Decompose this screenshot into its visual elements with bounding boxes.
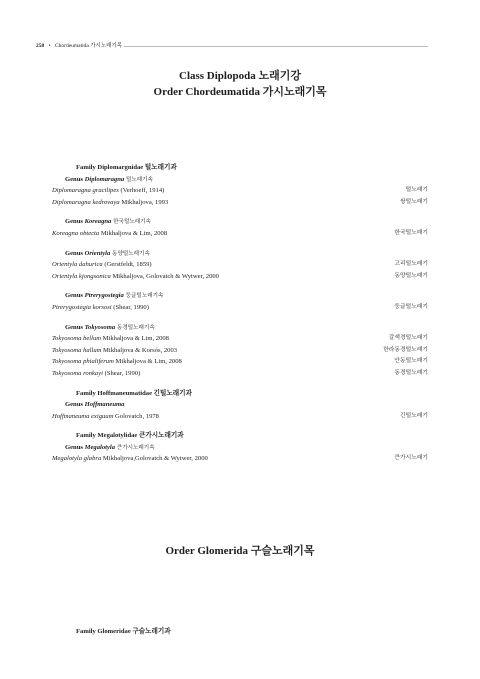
species-name: Orientyla dahurica <box>52 261 103 269</box>
common-name: 쌍털노래기 <box>400 198 428 205</box>
genus-name: Tokyosoma <box>84 323 116 331</box>
common-name: 고리털노래기 <box>394 261 428 268</box>
common-name: 둥글털노래기 <box>394 303 428 310</box>
final-family-block <box>52 626 428 638</box>
genus-name: Hoffmaneuma <box>84 401 125 409</box>
common-name: 동경털노래기 <box>394 369 428 376</box>
taxon-group-hoffmaneuma <box>52 388 428 423</box>
species-author: Mikhaljova, 1993 <box>119 198 169 206</box>
species-author: (Shear, 1990) <box>111 303 149 311</box>
genus-name: Orientyla <box>84 249 111 257</box>
genus-name: Ptrerygostegia <box>84 292 124 300</box>
species-name: Tokyosoma phialiferum <box>52 358 114 366</box>
common-name: 동양털노래기 <box>394 272 428 279</box>
species-author: Golovatch, 1978 <box>113 412 159 420</box>
species-name: Tokyosoma ronkayi <box>52 369 103 377</box>
species-row <box>52 228 428 240</box>
species-author: (Gerstfeldt, 1859) <box>102 261 152 269</box>
genus-heading <box>52 442 428 454</box>
species-name: Koreagna obtecta <box>52 229 100 237</box>
order-title: Order Chordeumatida 가시노래기목 <box>153 86 327 98</box>
species-author: Mikhaljova & Korsós, 2003 <box>101 346 178 354</box>
common-name: 털노래기 <box>405 187 428 194</box>
taxon-group-orientyla <box>52 248 428 283</box>
genus-prefix: Genus <box>65 175 85 183</box>
family-heading: Family Megalotylidae 큰가시노래기과 <box>76 432 184 440</box>
class-title: Class Diplopoda 노래기강 <box>179 70 301 82</box>
running-title: Chordeumatida 가시노래기목 <box>54 43 123 49</box>
species-row <box>52 302 428 314</box>
family-heading: Family Hoffmaneumatidae 긴털노래기과 <box>76 389 192 397</box>
genus-prefix: Genus <box>65 249 85 257</box>
species-name: Diplomaragna kedrovaya <box>52 198 120 206</box>
family-heading: Family Glomeridae 구슬노래기과 <box>76 628 171 635</box>
genus-name: Megalotyla <box>84 443 116 451</box>
species-author: Mikhaljova,Golovatch & Wytwer, 2000 <box>101 455 208 463</box>
species-row <box>52 271 428 283</box>
genus-prefix: Genus <box>65 443 85 451</box>
common-name: 한라동경털노래기 <box>383 346 428 353</box>
species-row <box>52 345 428 357</box>
genus-korean-name: 둥글털노래기속 <box>123 293 164 300</box>
common-name: 갈색경털노래기 <box>388 335 428 342</box>
species-author: Mikhaljova & Lim, 2008 <box>113 358 182 366</box>
header-rule <box>124 46 428 47</box>
species-row <box>52 368 428 380</box>
species-row <box>52 411 428 423</box>
genus-heading <box>52 399 428 411</box>
species-row <box>52 197 428 209</box>
taxon-group-ptrerygostegia <box>52 290 428 313</box>
genus-name: Koreagna <box>84 218 112 226</box>
genus-heading <box>52 248 428 260</box>
species-name: Megalotyla glabra <box>52 455 102 463</box>
genus-prefix: Genus <box>65 218 85 226</box>
species-row <box>52 356 428 368</box>
species-author: (Verhoeff, 1914) <box>118 187 165 195</box>
taxon-group-tokyosoma <box>52 322 428 380</box>
species-author: Mikhaljova & Lim, 2008 <box>99 229 168 237</box>
common-name: 안동털노래기 <box>394 358 428 365</box>
species-name: Orientyla kjongsonica <box>52 272 111 280</box>
order-glomerida-title: Order Glomerida 구슬노래기목 <box>165 545 315 557</box>
common-name: 한국털노래기 <box>394 229 428 236</box>
species-author: Mikhaljova, Golovatch & Wytwer, 2000 <box>110 272 219 280</box>
family-heading: Family Diplomargnidae 털노래기과 <box>76 164 177 171</box>
running-header <box>36 41 428 51</box>
genus-korean-name: 한국털노래기속 <box>111 219 151 226</box>
species-name: Diplomaragna gracilipes <box>52 187 119 195</box>
genus-prefix: Genus <box>65 292 85 300</box>
genus-heading <box>52 322 428 334</box>
genus-name: Diplomaragna <box>84 175 125 183</box>
species-name: Hoffmaneuma exiguum <box>52 412 114 420</box>
species-name: Ptrerygostegia korsosi <box>52 303 112 311</box>
species-row <box>52 185 428 197</box>
common-name: 큰가시노래기 <box>394 455 428 462</box>
genus-prefix: Genus <box>65 401 85 409</box>
species-row <box>52 333 428 345</box>
genus-korean-name: 털노래기속 <box>124 176 153 183</box>
genus-heading <box>52 216 428 228</box>
species-author: (Shear, 1990) <box>102 369 141 377</box>
species-name: Tokyosoma hallum <box>52 346 102 354</box>
genus-korean-name: 동경털노래기속 <box>115 324 155 331</box>
page-number: 258 <box>36 43 45 49</box>
genus-heading <box>52 174 428 186</box>
species-row <box>52 453 428 465</box>
species-author: Mikhaljova & Lim, 2008 <box>101 335 169 343</box>
genus-korean-name: 큰가시노래기속 <box>115 444 155 451</box>
taxon-list <box>52 162 428 465</box>
genus-korean-name: 동양털노래기속 <box>110 250 150 257</box>
species-row <box>52 259 428 271</box>
genus-heading <box>52 290 428 302</box>
species-name: Tokyosoma bellum <box>52 335 102 343</box>
taxon-group-diplomaragna <box>52 162 428 208</box>
common-name: 긴털노래기 <box>400 412 428 419</box>
header-bullet: • <box>48 43 51 49</box>
taxon-group-megalotyla <box>52 430 428 465</box>
taxon-group-koreagna <box>52 216 428 239</box>
genus-prefix: Genus <box>65 323 85 331</box>
